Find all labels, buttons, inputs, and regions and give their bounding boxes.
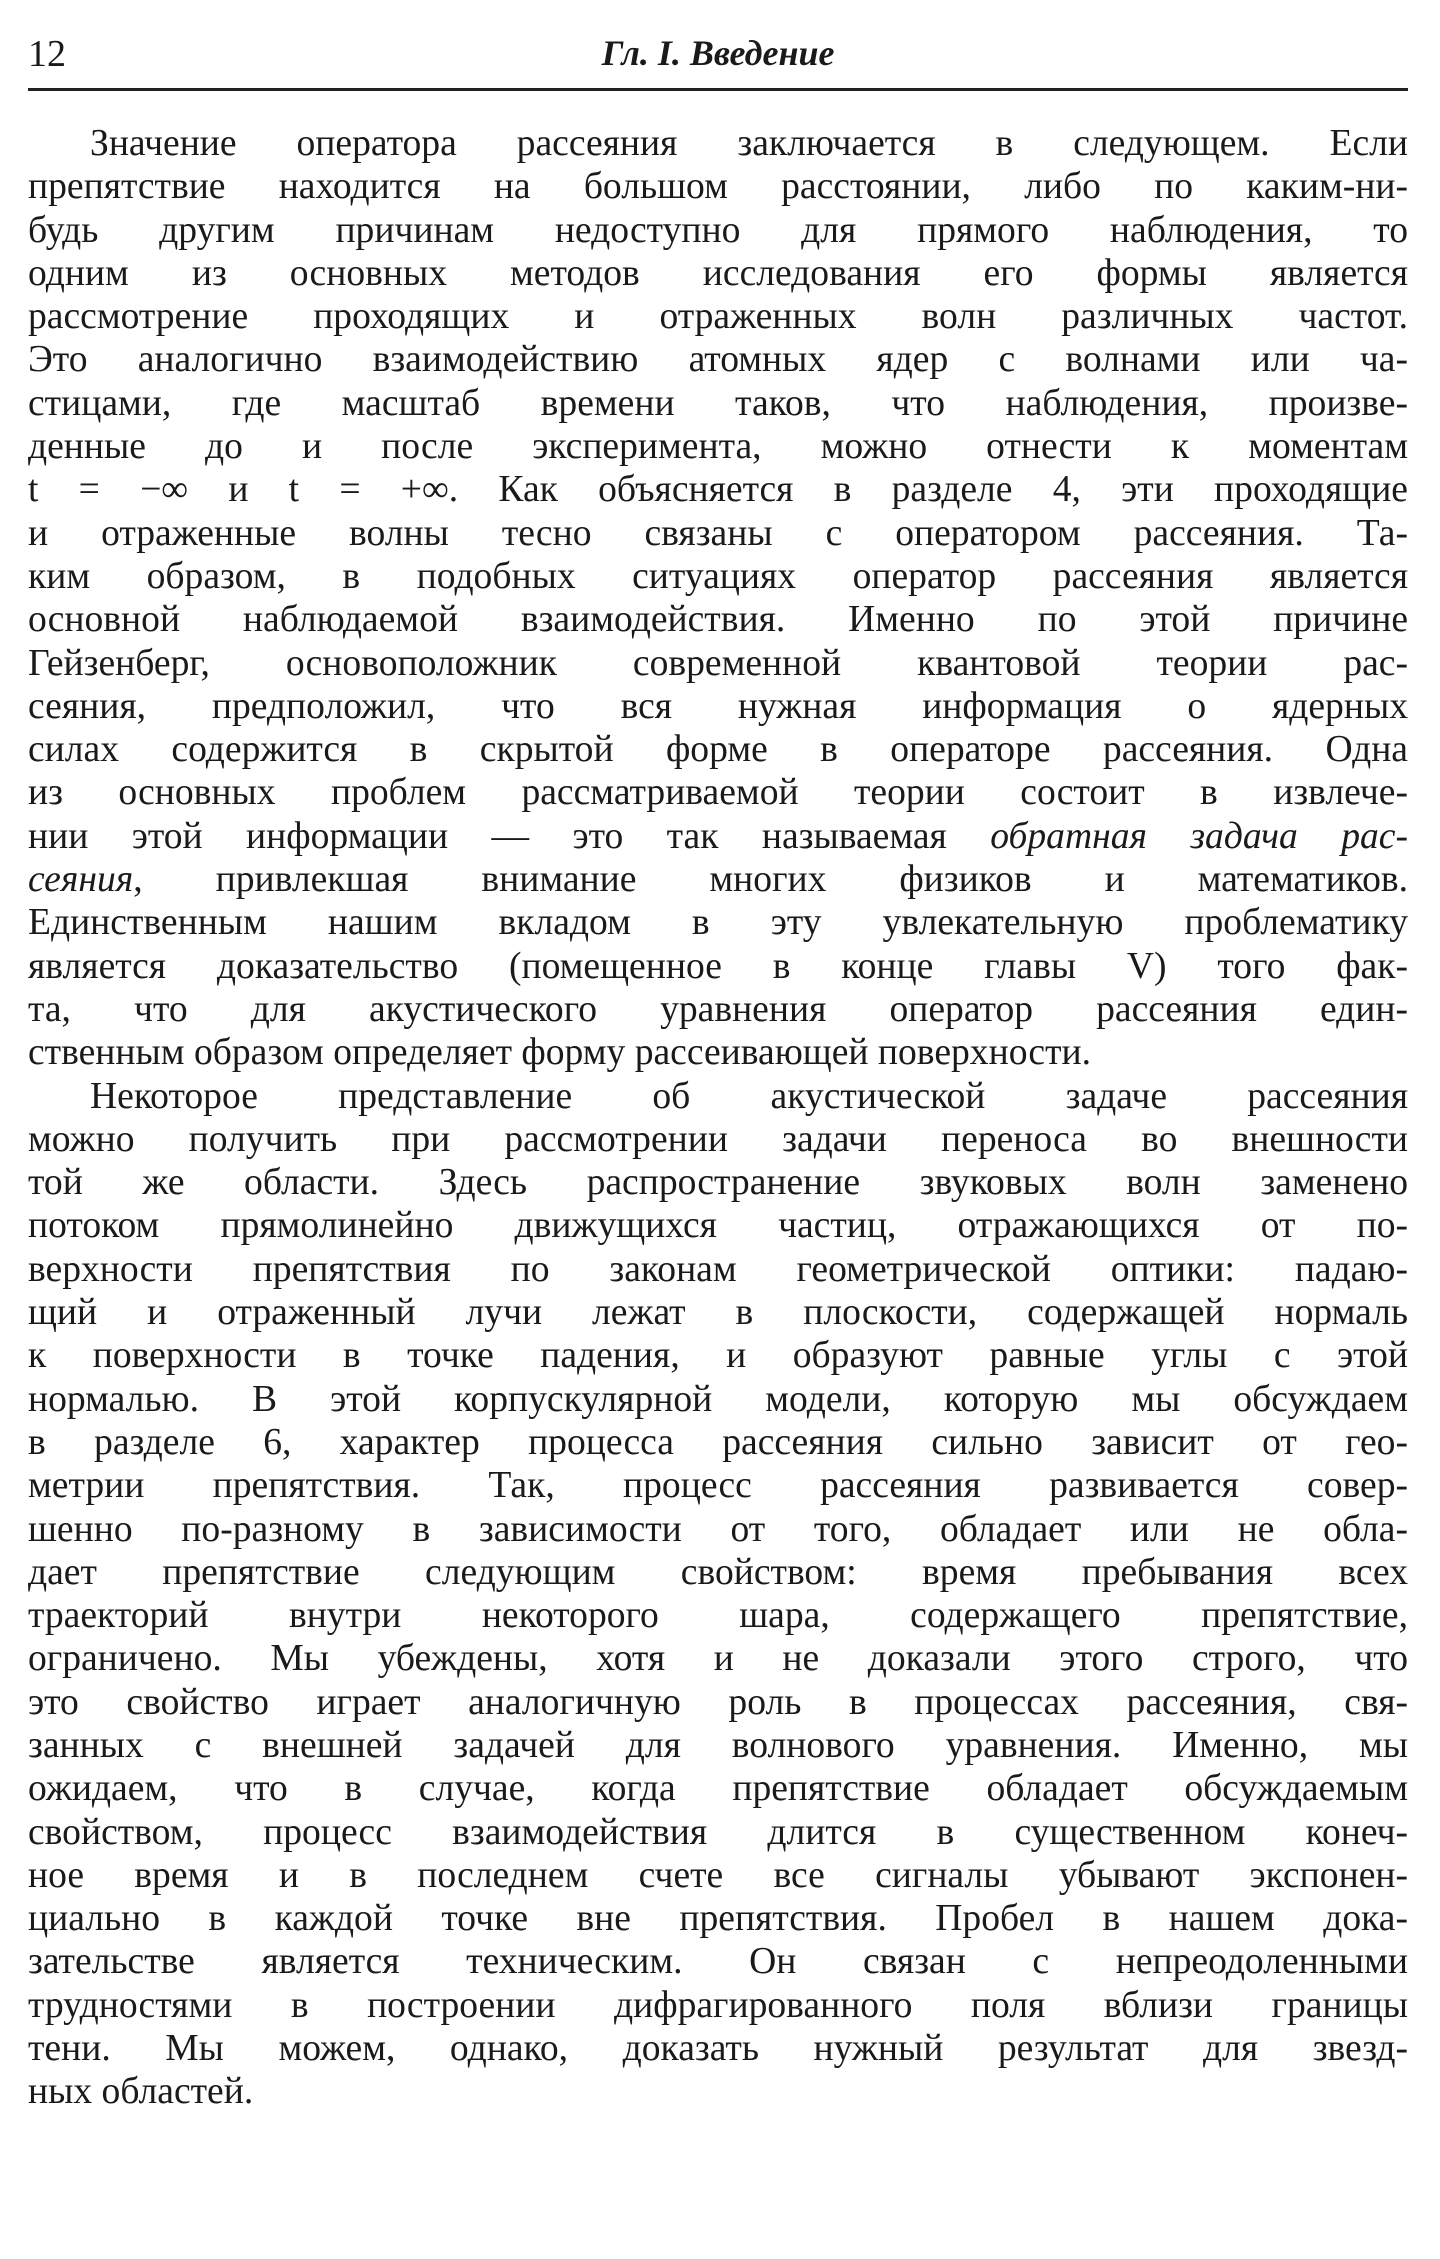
text-line: трудностями в построении дифрагированного поля вблизи границы — [28, 1984, 1408, 2026]
text-line: циально в каждой точке вне препятствия. Пробел в нашем дока- — [28, 1898, 1408, 1940]
text-line: денные до и после эксперимента, можно отнести к моментам — [28, 426, 1408, 468]
text-line: ограничено. Мы убеждены, хотя и не доказали этого строго, что — [28, 1638, 1408, 1680]
text-line: сеяния, предположил, что вся нужная информация о ядерных — [28, 685, 1408, 727]
text-line: ким образом, в подобных ситуациях оператор рассеяния является — [28, 555, 1408, 597]
text-line: сеяния, привлекшая внимание многих физиков и математиков. — [28, 859, 1408, 901]
text-line: является доказательство (помещенное в конце главы V) того фак- — [28, 945, 1408, 987]
text-line: тени. Мы можем, однако, доказать нужный результат для звезд- — [28, 2028, 1408, 2070]
book-page — [28, 0, 1408, 2259]
text-line: метрии препятствия. Так, процесс рассеяния развивается совер- — [28, 1465, 1408, 1507]
text-line: свойством, процесс взаимодействия длится в существенном конеч- — [28, 1811, 1408, 1853]
text-line: Единственным нашим вкладом в эту увлекательную проблематику — [28, 902, 1408, 944]
text-line: потоком прямолинейно движущихся частиц, отражающихся от по- — [28, 1205, 1408, 1247]
emphasis-term: сеяния — [28, 859, 134, 901]
text-line: t = −∞ и t = +∞. Как объясняется в разделе 4, эти проходящие — [28, 469, 1408, 511]
text-line: Это аналогично взаимодействию атомных ядер с волнами или ча- — [28, 339, 1408, 381]
text-line: та, что для акустического уравнения оператор рассеяния един- — [28, 988, 1408, 1030]
text-line: стицами, где масштаб времени таков, что наблюдения, произве- — [28, 382, 1408, 424]
text-line: дает препятствие следующим свойством: время пребывания всех — [28, 1551, 1408, 1593]
text-line: Значение оператора рассеяния заключается в следующем. Если — [90, 123, 1408, 164]
text-line: Гейзенберг, основоположник современной квантовой теории рас- — [28, 642, 1408, 684]
paragraph-2 — [28, 1075, 1408, 2114]
text-line: Некоторое представление об акустической задаче рассеяния — [90, 1075, 1408, 1117]
text-line: ное время и в последнем счете все сигналы убывают экспонен- — [28, 1854, 1408, 1896]
text-line: зательстве является техническим. Он связан с непреодоленными — [28, 1941, 1408, 1983]
text-line: верхности препятствия по законам геометрической оптики: падаю- — [28, 1248, 1408, 1290]
text-line: и отраженные волны тесно связаны с оператором рассеяния. Та- — [28, 512, 1408, 554]
text-line: из основных проблем рассматриваемой теории состоит в извлече- — [28, 772, 1408, 814]
text-line: нормалью. В этой корпускулярной модели, которую мы обсуждаем — [28, 1378, 1408, 1420]
header-rule — [28, 88, 1408, 91]
text-line: нии этой информации — это так называемая обратная задача рас- — [28, 815, 1408, 857]
text-line: занных с внешней задачей для волнового уравнения. Именно, мы — [28, 1724, 1408, 1766]
text-line: шенно по-разному в зависимости от того, обладает или не обла- — [28, 1508, 1408, 1550]
text-line: это свойство играет аналогичную роль в процессах рассеяния, свя- — [28, 1681, 1408, 1723]
text-line: щий и отраженный лучи лежат в плоскости, содержащей нормаль — [28, 1292, 1408, 1334]
text-line: силах содержится в скрытой форме в операторе рассеяния. Одна — [28, 729, 1408, 771]
text-line: рассмотрение проходящих и отраженных волн различных частот. — [28, 296, 1408, 338]
text-line: препятствие находится на большом расстоянии, либо по каким-ни- — [28, 166, 1408, 208]
text-line: одним из основных методов исследования его формы является — [28, 252, 1408, 294]
text-line: основной наблюдаемой взаимодействия. Именно по этой причине — [28, 599, 1408, 641]
chapter-title: Гл. I. Введение — [601, 33, 835, 73]
text-line: к поверхности в точке падения, и образуют равные углы с этой — [28, 1335, 1408, 1377]
text-line: ожидаем, что в случае, когда препятствие обладает обсуждаемым — [28, 1768, 1408, 1810]
emphasis-term: обратная задача рас- — [990, 815, 1408, 857]
text-line: той же области. Здесь распространение звуковых волн заменено — [28, 1162, 1408, 1204]
text-line: траекторий внутри некоторого шара, содержащего препятствие, — [28, 1595, 1408, 1637]
text-line: можно получить при рассмотрении задачи переноса во внешности — [28, 1118, 1408, 1160]
text-line: в разделе 6, характер процесса рассеяния сильно зависит от гео- — [28, 1421, 1408, 1463]
body-text — [28, 122, 1408, 2114]
text-line: будь другим причинам недоступно для прямого наблюдения, то — [28, 209, 1408, 251]
text-line: ственным образом определяет форму рассеивающей поверхности. — [28, 1032, 1092, 1074]
text-line: ных областей. — [28, 2071, 254, 2113]
running-head — [28, 26, 1408, 82]
page-number: 12 — [28, 33, 66, 75]
paragraph-1 — [28, 122, 1408, 1075]
